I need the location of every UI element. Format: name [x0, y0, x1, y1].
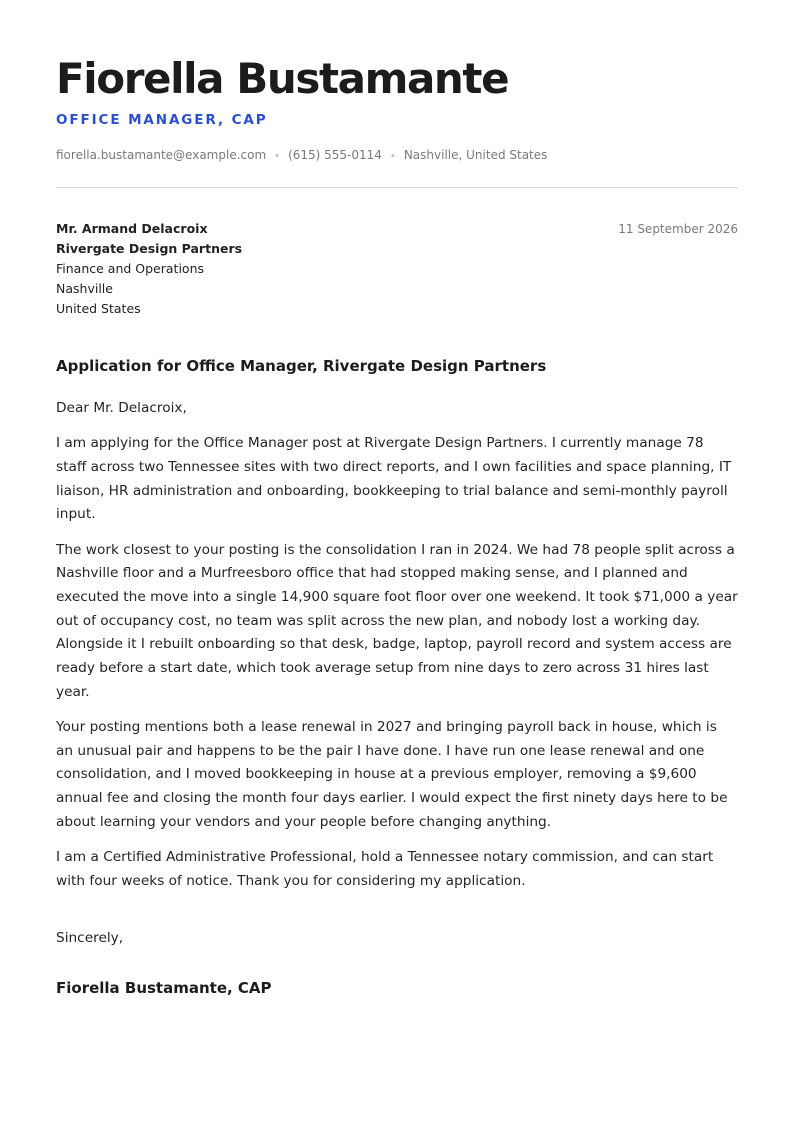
letter-subject: Application for Office Manager, Rivergate Design Partners [56, 357, 547, 375]
contact-location: Nashville, United States [403, 148, 548, 162]
recipient-company: Rivergate Design Partners [56, 241, 243, 256]
applicant-role: OFFICE MANAGER, CAP [56, 112, 268, 128]
salutation: Dear Mr. Delacroix, [56, 400, 187, 416]
contact-phone[interactable]: (615) 555-0114 [288, 148, 382, 162]
recipient-country: United States [56, 301, 141, 316]
applicant-name: Fiorella Bustamante [56, 54, 509, 103]
contact-email[interactable]: fiorella.bustamante@example.com [56, 148, 267, 162]
body-paragraph: I am a Certified Administrative Professional, hold a Tennessee notary commission, and can start with four weeks of notice. Thank you for considering my application. [56, 848, 714, 889]
signature: Fiorella Bustamante, CAP [56, 979, 272, 997]
recipient-block [56, 219, 242, 319]
body-paragraph: I am applying for the Office Manager post at Rivergate Design Partners. I currently manage 78 staff across two Tennessee sites with two direct reports, and I own facilities and space planning, IT liaison, HR administration and onboarding, bookkeeping to trial balance and semi-monthly payroll input. [56, 435, 732, 523]
body-paragraph: The work closest to your posting is the consolidation I ran in 2024. We had 78 people split across a Nashville floor and a Murfreesboro office that had stopped making sense, and I planned and executed the move into a single 14,900 square foot floor over one weekend. It took $71,000 a year out of occupancy cost, no team was split across the new plan, and nobody lost a working day. Alongside it I rebuilt onboarding so that desk, badge, laptop, payroll record and system access are ready before a start date, which took average setup from nine days to zero across 31 hires last year. [56, 541, 738, 700]
contact-separator: • [274, 151, 281, 162]
letter-body [56, 397, 738, 905]
closing: Sincerely, [56, 930, 124, 946]
recipient-city: Nashville [56, 281, 113, 296]
recipient-department: Finance and Operations [56, 261, 205, 276]
contact-line [56, 146, 547, 166]
contact-separator: • [389, 151, 396, 162]
body-paragraph: Your posting mentions both a lease renewal in 2027 and bringing payroll back in house, which is an unusual pair and happens to be the pair I have done. I have run one lease renewal and one consolidation, and I moved bookkeeping in house at a previous employer, removing a $9,600 annual fee and closing the month four days earlier. I would expect the first ninety days here to be about learning your vendors and your people before changing anything. [56, 718, 728, 830]
header-divider [56, 187, 738, 188]
recipient-name: Mr. Armand Delacroix [56, 221, 208, 236]
letter-date: 11 September 2026 [618, 222, 738, 236]
